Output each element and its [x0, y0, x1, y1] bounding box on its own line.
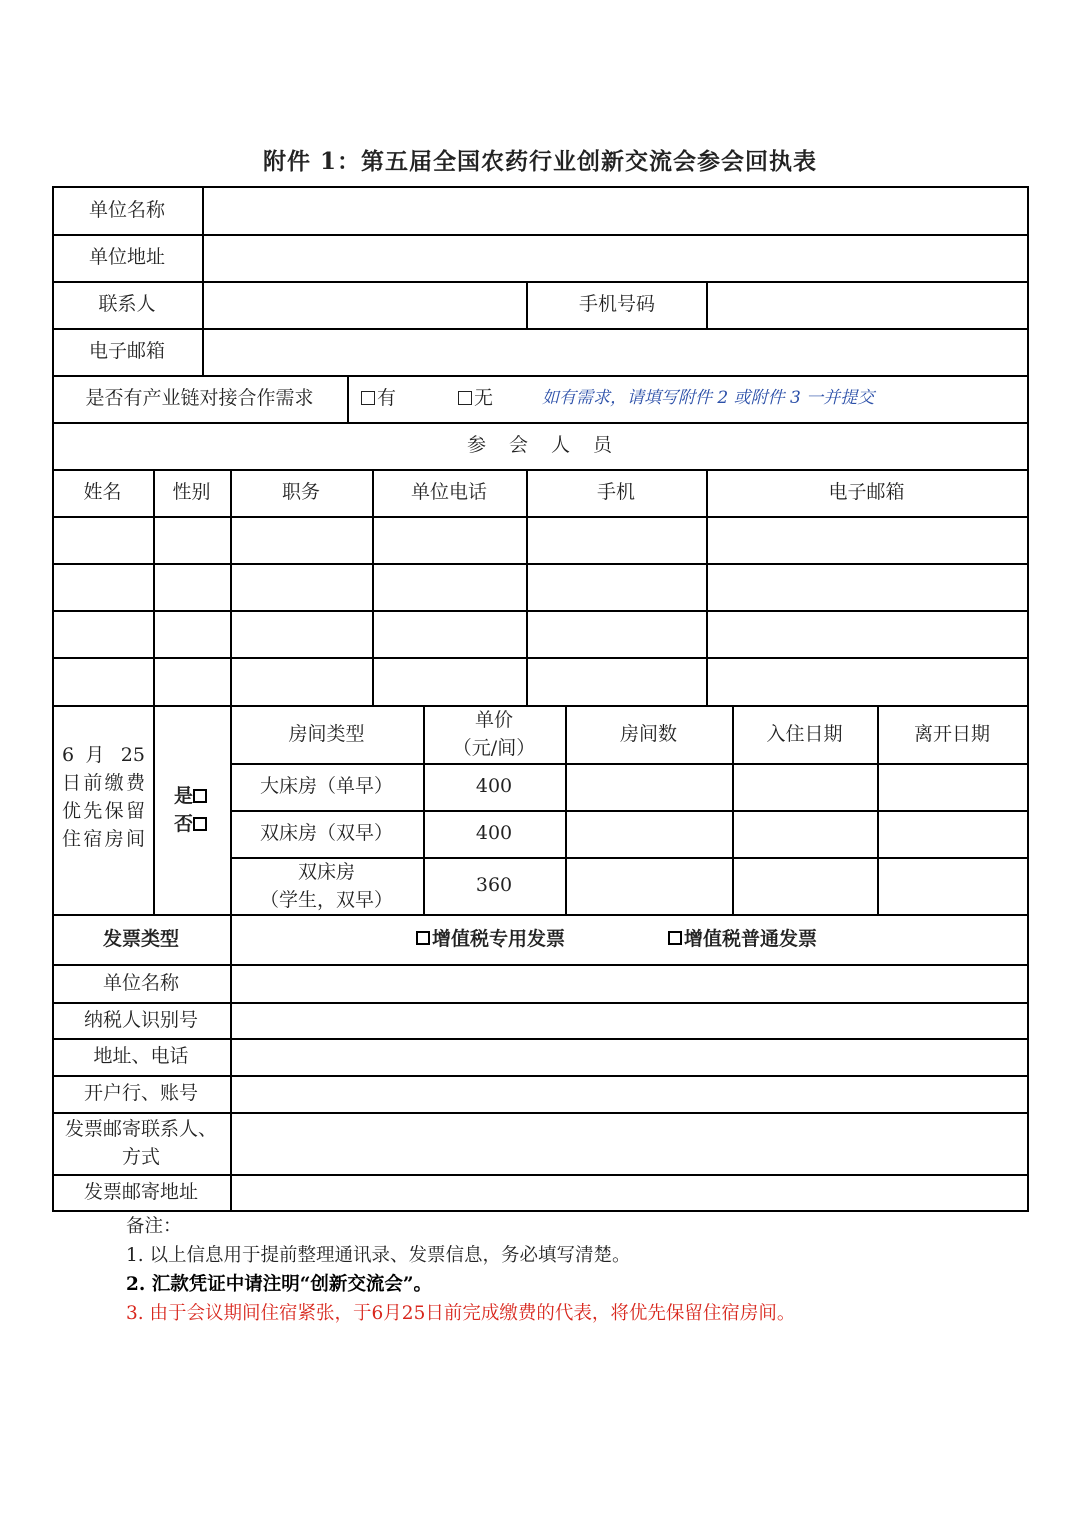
- registration-form-table: [52, 186, 1029, 1212]
- price-header: 单价 （元/间）: [452, 709, 536, 759]
- invoice-unit-name-input[interactable]: [232, 966, 1027, 1002]
- address-phone-label: 地址、电话: [93, 1045, 189, 1068]
- price-twin: 400: [475, 822, 513, 845]
- checkbox-icon[interactable]: [193, 789, 207, 803]
- room-type-header: 房间类型: [288, 722, 365, 745]
- checkin-header: 入住日期: [766, 722, 843, 745]
- industry-chain-yes-option[interactable]: [361, 375, 451, 422]
- checkbox-icon[interactable]: [361, 391, 375, 405]
- priority-option-group: [153, 705, 230, 914]
- yes-label: 有: [377, 387, 397, 410]
- mail-address-label: 发票邮寄地址: [83, 1180, 198, 1203]
- col-header-office-phone: 单位电话: [410, 481, 487, 504]
- email-input[interactable]: [204, 330, 1027, 375]
- mail-contact-input[interactable]: [232, 1114, 1027, 1174]
- attendee-row-2[interactable]: [54, 565, 1027, 610]
- notes-section: [126, 1212, 795, 1328]
- room-type-twin: 双床房（双早）: [259, 822, 393, 845]
- note-line-1: 1. 以上信息用于提前整理通讯录、发票信息，务必填写清楚。: [126, 1245, 631, 1266]
- accommodation-side-label: 6 月 25 日前缴费优先保留住宿房间: [62, 744, 145, 850]
- col-header-name: 姓名: [83, 481, 122, 504]
- priority-yes-option[interactable]: 是: [174, 782, 209, 810]
- checkbox-icon[interactable]: [668, 931, 682, 945]
- note-line-2: 2. 汇款凭证中请注明“创新交流会”。: [126, 1274, 433, 1295]
- room-type-king: 大床房（单早）: [259, 775, 393, 798]
- room-row-twin-input[interactable]: [567, 812, 1027, 857]
- industry-chain-no-option[interactable]: [458, 375, 548, 422]
- rooms-header: 房间数: [619, 722, 677, 745]
- address-phone-input[interactable]: [232, 1040, 1027, 1075]
- bank-account-label: 开户行、账号: [83, 1082, 198, 1105]
- invoice-normal-option[interactable]: 增值税普通发票: [668, 914, 868, 964]
- mail-contact-label: 发票邮寄联系人、 方式: [64, 1118, 217, 1168]
- price-twin-student: 360: [475, 874, 513, 897]
- taxpayer-id-input[interactable]: [232, 1004, 1027, 1038]
- checkbox-icon[interactable]: [193, 817, 207, 831]
- unit-name-input[interactable]: [204, 188, 1027, 234]
- attendee-row-1[interactable]: [54, 518, 1027, 563]
- col-header-email: 电子邮箱: [828, 481, 905, 504]
- contact-input[interactable]: [204, 283, 526, 328]
- email-label: 电子邮箱: [88, 340, 165, 363]
- checkbox-icon[interactable]: [458, 391, 472, 405]
- col-header-position: 职务: [281, 481, 320, 504]
- invoice-special-option[interactable]: 增值税专用发票: [416, 914, 616, 964]
- room-type-twin-student: 双床房 （学生，双早）: [259, 860, 393, 911]
- notes-title: 备注：: [126, 1216, 182, 1237]
- attendees-section-title: 参 会 人 员: [466, 434, 614, 457]
- page-title: 附件 1：第五届全国农药行业创新交流会参会回执表: [262, 148, 817, 175]
- no-label: 无: [474, 387, 494, 410]
- contact-label: 联系人: [98, 293, 156, 316]
- unit-name-label: 单位名称: [88, 198, 165, 221]
- industry-chain-hint: 如有需求，请填写附件 2 或附件 3 一并提交: [542, 387, 875, 408]
- taxpayer-id-label: 纳税人识别号: [83, 1008, 198, 1031]
- mobile-label: 手机号码: [578, 293, 655, 316]
- price-king: 400: [475, 775, 513, 798]
- note-line-3: 3. 由于会议期间住宿紧张，于6月25日前完成缴费的代表，将优先保留住宿房间。: [126, 1303, 796, 1324]
- industry-chain-question: 是否有产业链对接合作需求: [85, 387, 314, 410]
- priority-no-option[interactable]: 否: [174, 810, 209, 838]
- bank-account-input[interactable]: [232, 1077, 1027, 1112]
- room-row-king-input[interactable]: [567, 765, 1027, 810]
- invoice-type-label: 发票类型: [102, 927, 179, 950]
- col-header-mobile: 手机: [596, 481, 635, 504]
- checkbox-icon[interactable]: [416, 931, 430, 945]
- unit-address-input[interactable]: [204, 236, 1027, 281]
- attendee-row-4[interactable]: [54, 659, 1027, 705]
- col-header-gender: 性别: [172, 481, 211, 504]
- mail-address-input[interactable]: [232, 1176, 1027, 1210]
- checkout-header: 离开日期: [913, 722, 990, 745]
- attendee-row-3[interactable]: [54, 612, 1027, 657]
- unit-address-label: 单位地址: [88, 246, 165, 269]
- room-row-student-input[interactable]: [567, 859, 1027, 914]
- invoice-unit-name-label: 单位名称: [102, 971, 179, 994]
- mobile-input[interactable]: [708, 283, 1027, 328]
